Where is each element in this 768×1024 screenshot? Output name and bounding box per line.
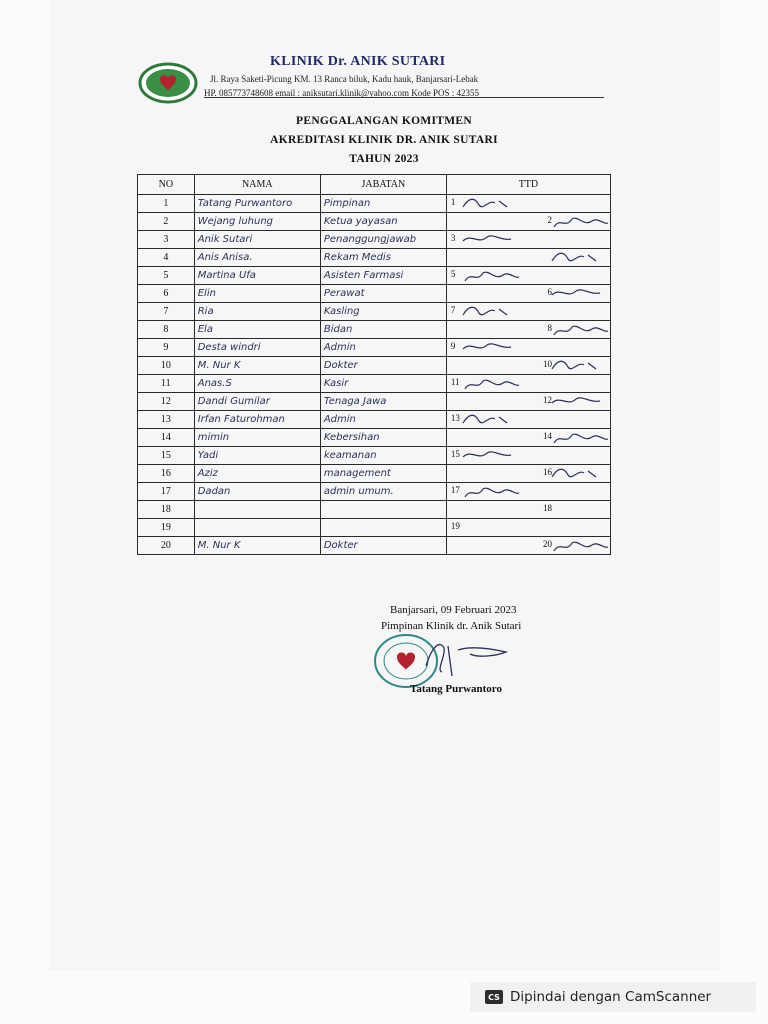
ttd-number: 7 [450,305,456,315]
cell-nama: Dandi Gumilar [194,393,320,411]
cell-no: 18 [138,501,195,519]
cell-jabatan: Ketua yayasan [320,213,446,231]
column-header-jabatan: JABATAN [320,175,446,195]
cell-ttd [446,483,610,501]
cell-ttd [446,285,610,303]
cell-nama: Dadan [194,483,320,501]
ttd-number: 18 [543,503,552,513]
ttd-number: 3 [450,233,456,243]
handwritten-signature [550,465,610,483]
cell-no: 6 [138,285,195,303]
cell-nama: M. Nur K [194,537,320,555]
cell-no: 15 [138,447,195,465]
signer-name: Tatang Purwantoro [410,683,502,695]
cell-nama: Martina Ufa [194,267,320,285]
cell-nama: Wejang luhung [194,213,320,231]
cell-nama: Ela [194,321,320,339]
ttd-number: 19 [450,521,460,531]
ttd-number: 10 [543,359,552,369]
table-row [138,519,611,537]
cell-jabatan: Kebersihan [320,429,446,447]
attendance-table [137,174,611,555]
cell-nama [194,519,320,537]
ttd-number: 15 [450,449,460,459]
cell-no: 2 [138,213,195,231]
handwritten-signature [461,447,521,465]
cell-ttd [446,339,610,357]
clinic-address: Jl. Raya Saketi-Picung KM. 13 Ranca biluk, Kadu hauk, Banjarsari-Lebak [210,74,479,84]
cell-no: 11 [138,375,195,393]
cell-no: 12 [138,393,195,411]
handwritten-signature [550,249,610,267]
cell-ttd [446,267,610,285]
cell-ttd [446,519,610,537]
cell-ttd [446,429,610,447]
column-header-nama: NAMA [194,175,320,195]
table-row [138,249,611,267]
cell-ttd [446,303,610,321]
cell-nama: Aziz [194,465,320,483]
cell-jabatan: Rekam Medis [320,249,446,267]
cell-jabatan: Dokter [320,537,446,555]
letterhead-divider [204,97,604,98]
cell-nama: Ria [194,303,320,321]
cell-nama: mimin [194,429,320,447]
handwritten-signature [550,429,610,447]
cell-ttd [446,321,610,339]
cell-jabatan: Penanggungjawab [320,231,446,249]
cell-jabatan [320,501,446,519]
cell-jabatan: Pimpinan [320,195,446,213]
cell-ttd [446,411,610,429]
handwritten-signature [547,321,610,339]
table-row [138,195,611,213]
camscanner-icon: CS [485,990,503,1004]
ttd-number: 9 [450,341,456,351]
table-row [138,357,611,375]
cell-nama: Yadi [194,447,320,465]
table-row [138,375,611,393]
handwritten-signature [461,483,521,501]
handwritten-signature [461,195,521,213]
cell-nama: M. Nur K [194,357,320,375]
document-title-line-3: TAHUN 2023 [349,153,419,165]
cell-ttd [446,195,610,213]
clinic-contact: HP. 085773748608 email : aniksutari.klinik@yahoo.com Kode POS : 42355 [204,88,480,98]
cell-ttd [446,249,610,267]
clinic-name: KLINIK Dr. ANIK SUTARI [270,54,446,69]
ttd-number: 12 [543,395,552,405]
handwritten-signature [461,339,521,357]
column-header-ttd: TTD [446,175,610,195]
cell-ttd [446,231,610,249]
table-row [138,393,611,411]
table-row [138,213,611,231]
table-row [138,303,611,321]
cell-ttd [446,393,610,411]
cell-jabatan [320,519,446,537]
handwritten-signature [547,213,610,231]
ttd-number: 16 [543,467,552,477]
cell-jabatan: Dokter [320,357,446,375]
clinic-logo [138,62,198,104]
ttd-number: 11 [450,377,460,387]
cell-ttd [446,447,610,465]
cell-no: 7 [138,303,195,321]
ttd-number: 20 [543,539,552,549]
table-row [138,411,611,429]
ttd-number: 13 [450,413,460,423]
cell-no: 4 [138,249,195,267]
handwritten-signature [461,303,521,321]
cell-no: 10 [138,357,195,375]
cell-nama: Irfan Faturohman [194,411,320,429]
table-row [138,429,611,447]
cell-jabatan: Admin [320,411,446,429]
handwritten-signature [550,537,610,555]
cell-no: 17 [138,483,195,501]
cell-jabatan: Admin [320,339,446,357]
ttd-number: 2 [547,215,552,225]
column-header-no: NO [138,175,195,195]
table-row [138,447,611,465]
cell-nama: Tatang Purwantoro [194,195,320,213]
cell-no: 5 [138,267,195,285]
camscanner-text: Dipindai dengan CamScanner [510,989,712,1005]
cell-jabatan: keamanan [320,447,446,465]
ttd-number: 8 [547,323,552,333]
cell-jabatan: Perawat [320,285,446,303]
cell-ttd [446,375,610,393]
cell-nama: Desta windri [194,339,320,357]
cell-jabatan: management [320,465,446,483]
document-title-line-2: AKREDITASI KLINIK DR. ANIK SUTARI [270,134,498,146]
table-row [138,267,611,285]
place-date: Banjarsari, 09 Februari 2023 [390,604,517,616]
table-row [138,231,611,249]
cell-nama: Anas.S [194,375,320,393]
cell-ttd [446,501,610,519]
cell-no: 8 [138,321,195,339]
camscanner-badge [470,982,756,1012]
handwritten-signature [461,375,521,393]
cell-no: 9 [138,339,195,357]
cell-no: 13 [138,411,195,429]
cell-no: 1 [138,195,195,213]
cell-no: 20 [138,537,195,555]
ttd-number: 6 [547,287,552,297]
table-row [138,537,611,555]
handwritten-signature [547,285,610,303]
cell-no: 16 [138,465,195,483]
cell-ttd [446,357,610,375]
cell-jabatan: Tenaga Jawa [320,393,446,411]
table-row [138,483,611,501]
cell-no: 14 [138,429,195,447]
document-title-line-1: PENGGALANGAN KOMITMEN [296,115,472,127]
ttd-number: 5 [450,269,456,279]
cell-jabatan: Kasling [320,303,446,321]
cell-ttd [446,537,610,555]
cell-jabatan: Asisten Farmasi [320,267,446,285]
signer-role: Pimpinan Klinik dr. Anik Sutari [381,620,522,632]
cell-nama: Anis Anisa. [194,249,320,267]
cell-jabatan: admin umum. [320,483,446,501]
table-row [138,465,611,483]
ttd-number: 14 [543,431,552,441]
table-row [138,321,611,339]
ttd-number: 1 [450,197,456,207]
handwritten-signature [550,357,610,375]
table-row [138,339,611,357]
table-header-row [138,175,611,195]
handwritten-signature [550,393,610,411]
handwritten-signature [461,411,521,429]
cell-ttd [446,213,610,231]
table-row [138,501,611,519]
cell-jabatan: Kasir [320,375,446,393]
cell-nama [194,501,320,519]
cell-nama: Anik Sutari [194,231,320,249]
cell-ttd [446,465,610,483]
handwritten-signature [461,267,521,285]
table-row [138,285,611,303]
ttd-number: 17 [450,485,460,495]
cell-jabatan: Bidan [320,321,446,339]
signer-signature [418,636,518,678]
handwritten-signature [461,231,521,249]
cell-no: 19 [138,519,195,537]
cell-no: 3 [138,231,195,249]
cell-nama: Elin [194,285,320,303]
